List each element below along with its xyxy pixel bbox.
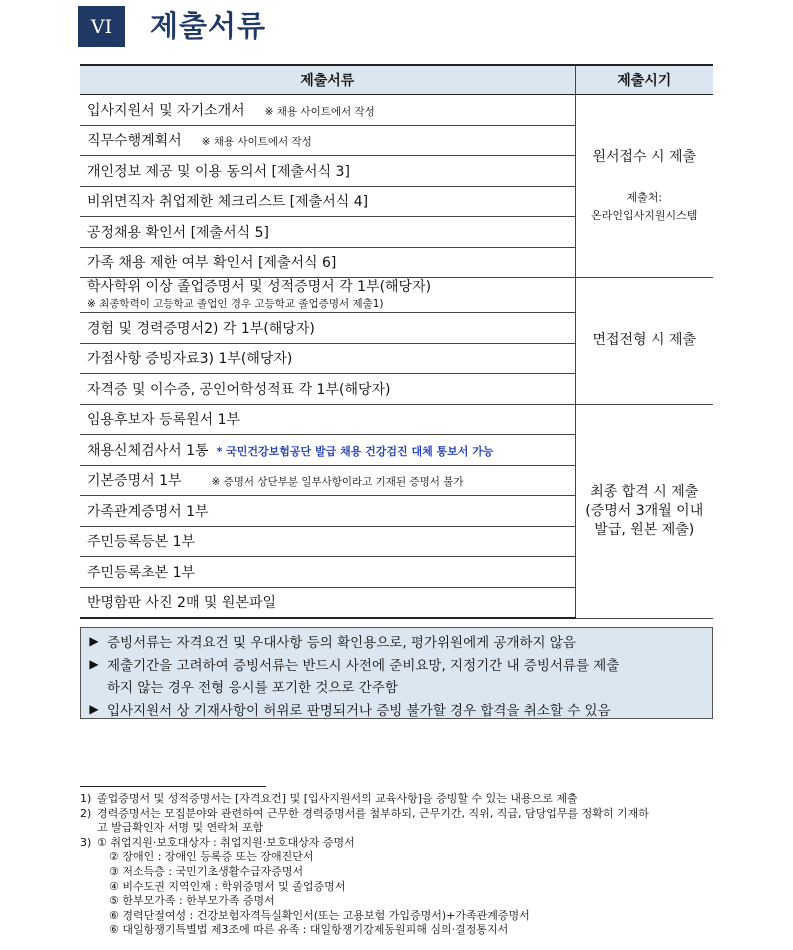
- notice-text: 제출기간을 고려하여 증빙서류는 반드시 사전에 준비요망, 지정기간 내 증빙서류를 제출: [107, 657, 620, 674]
- document-label: 기본증명서 1부: [87, 473, 182, 490]
- document-cell: 비위면직자 취업제한 체크리스트 [제출서식 4]: [80, 186, 575, 217]
- document-note: ※ 증명서 상단부분 일부사항이라고 기재된 증명서 불가: [211, 476, 464, 489]
- document-cell: 가족관계증명서 1부: [80, 496, 575, 527]
- footnote: [80, 792, 720, 807]
- document-cell: 주민등록초본 1부: [80, 557, 575, 588]
- submit-to-label: 제출처:: [626, 190, 663, 204]
- document-note: ※ 최종학력이 고등학교 졸업인 경우 고등학교 졸업증명서 제출1): [87, 298, 384, 310]
- timing-cell-interview: 면접전형 시 제출: [575, 278, 713, 405]
- document-label: 입사지원서 및 자기소개서: [87, 102, 245, 119]
- notice-text: 입사지원서 상 기재사항이 허위로 판명되거나 증빙 불가할 경우 합격을 취소할 수 있음: [107, 702, 611, 719]
- footnote-text: 졸업증명서 및 성적증명서는 [자격요건] 및 [입사지원서의 교육사항]을 증빙할 수 있는 내용으로 제출: [97, 792, 578, 805]
- footnote-item: ③ 저소득층 : 국민기초생활수급자증명서: [109, 864, 304, 878]
- footnote-item: ② 장애인 : 장애인 등록증 또는 장애진단서: [109, 850, 314, 864]
- footnote: [80, 807, 720, 836]
- timing-cell-final: [575, 404, 713, 618]
- footnote-divider: [80, 786, 266, 787]
- document-cell: 가족 채용 제한 여부 확인서 [제출서식 6]: [80, 247, 575, 278]
- footnote-line: 경력증명서는 모집분야와 관련하여 근무한 경력증명서를 첨부하되, 근무기간, 직위, 직급, 담당업무를 정확히 기재하: [97, 806, 649, 820]
- document-cell: [80, 95, 575, 126]
- notice-line: [81, 653, 712, 676]
- footnote-text: [97, 807, 720, 836]
- bullet-triangle-icon: ▶: [89, 656, 99, 671]
- notice-line: [81, 698, 712, 721]
- section-number: VI: [90, 15, 113, 38]
- notice-box: [80, 627, 713, 719]
- section-title: 제출서류: [150, 9, 267, 43]
- table-row: [80, 404, 713, 435]
- document-cell: [80, 125, 575, 156]
- footnote-number: 2): [80, 806, 92, 820]
- document-cell: [80, 465, 575, 496]
- notice-line: [81, 675, 712, 698]
- footnote-number: 1): [80, 792, 92, 805]
- footnote-number: 3): [80, 835, 92, 849]
- timing-final-condition: (증명서 3개월 이내: [585, 502, 704, 519]
- table-row: [80, 278, 713, 313]
- document-cell: 반명함판 사진 2매 및 원본파일: [80, 587, 575, 618]
- timing-final-original: 발급, 원본 제출): [594, 521, 695, 538]
- document-cell: 개인정보 제공 및 이용 동의서 [제출서식 3]: [80, 156, 575, 187]
- notice-line: [81, 630, 712, 653]
- document-cell: 임용후보자 등록원서 1부: [80, 404, 575, 435]
- document-note: ※ 채용 사이트에서 작성: [264, 105, 375, 118]
- bullet-triangle-icon: ▶: [89, 701, 99, 716]
- timing-application: 원서접수 시 제출: [592, 148, 697, 165]
- bullet-triangle-icon: ▶: [89, 634, 99, 649]
- notice-text: 증빙서류는 자격요건 및 우대사항 등의 확인용으로, 평가위원에게 공개하지 않음: [107, 635, 576, 652]
- timing-final: 최종 합격 시 제출: [590, 483, 699, 500]
- document-label: 채용신체검사서 1통: [87, 442, 209, 459]
- footnote-item: ⑥ 경력단절여성 : 건강보험자격득실확인서(또는 고용보험 가입증명서)+가족관계증명서: [109, 908, 530, 922]
- document-note: ※ 채용 사이트에서 작성: [201, 136, 312, 149]
- timing-cell-application: [575, 95, 713, 278]
- table-row: [80, 95, 713, 126]
- document-cell: 경험 및 경력증명서2) 각 1부(해당자): [80, 313, 575, 344]
- document-cell: [80, 435, 575, 466]
- header-timing: 제출시기: [575, 65, 713, 95]
- document-note-highlight: * 국민건강보험공단 발급 채용 건강검진 대체 통보서 가능: [216, 444, 494, 458]
- notice-text-continued: 하지 않는 경우 전형 응시를 포기한 것으로 간주함: [107, 680, 398, 697]
- section-number-badge: [78, 6, 125, 47]
- document-label: 직무수행계획서: [87, 133, 182, 150]
- footnote-item: ① 취업지원·보호대상자 : 취업지원·보호대상자 증명서: [97, 835, 355, 849]
- footnote-item: ⑥ 대일항쟁기특별법 제3조에 따른 유족 : 대일항쟁기강제동원피해 심의·결정통지서: [109, 923, 509, 937]
- footnote-line: 고 발급확인자 서명 및 연락처 포함: [97, 821, 264, 835]
- document-cell: 가점사항 증빙자료3) 1부(해당자): [80, 343, 575, 374]
- footnote-text: [97, 836, 720, 938]
- footnote: [80, 836, 720, 938]
- document-cell: [80, 278, 575, 313]
- header-documents: 제출서류: [80, 65, 575, 95]
- table-header-row: [80, 65, 713, 95]
- documents-table: [80, 64, 713, 619]
- footnote-item: ⑤ 한부모가족 : 한부모가족 증명서: [109, 894, 275, 908]
- document-cell: 공정채용 확인서 [제출서식 5]: [80, 217, 575, 248]
- submit-to-system: 온라인입사지원시스템: [591, 208, 698, 222]
- footnotes: [80, 792, 720, 938]
- document-cell: 주민등록등본 1부: [80, 526, 575, 557]
- document-label: 학사학위 이상 졸업증명서 및 성적증명서 각 1부(해당자): [87, 279, 432, 295]
- document-cell: 자격증 및 이수증, 공인어학성적표 각 1부(해당자): [80, 374, 575, 405]
- footnote-item: ④ 비수도권 지역인재 : 학위증명서 및 졸업증명서: [109, 879, 346, 893]
